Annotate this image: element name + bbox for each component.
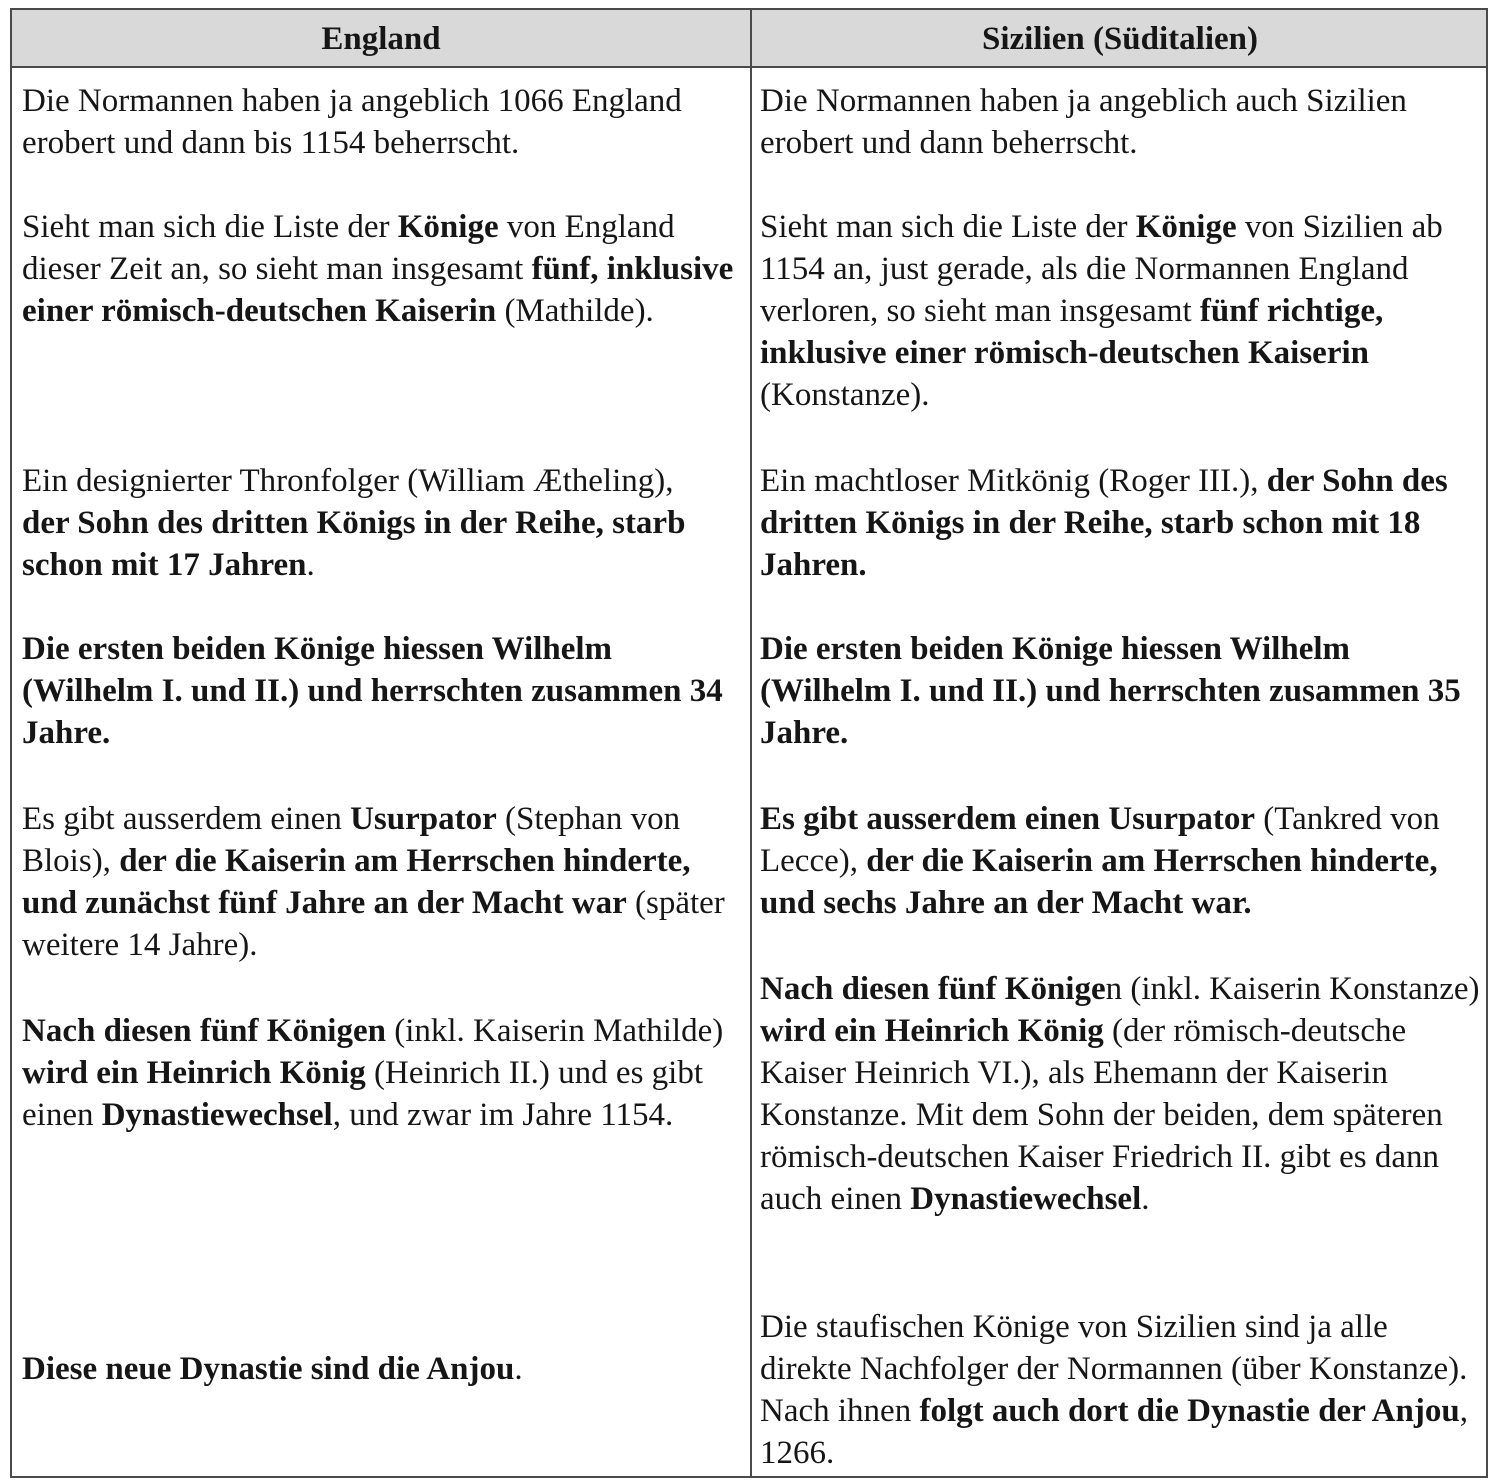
sizilien-paragraph-7 — [760, 1306, 1482, 1474]
sizilien-p6-bold-2: wird ein Heinrich König — [760, 1013, 1104, 1049]
sizilien-paragraph-2 — [760, 206, 1482, 416]
england-p6-bold-1: Nach diesen fünf Königen — [22, 1013, 386, 1049]
england-p2-text-3: (Mathilde). — [496, 293, 654, 329]
england-p6-text-2: (Heinrich II.) und es gibt einen — [22, 1055, 704, 1133]
sizilien-paragraph-3 — [760, 460, 1482, 586]
england-paragraph-7 — [22, 1348, 750, 1390]
sizilien-paragraph-5 — [760, 798, 1482, 924]
sizilien-p2-bold-2: fünf richtige, inklusive einer römisch-deutschen Kaiserin — [760, 293, 1384, 371]
england-p5-text-3: (später weitere 14 Jahre). — [22, 885, 725, 963]
sizilien-p6-bold-1: Nach diesen fünf Könige — [760, 971, 1106, 1007]
england-p2-bold-2: fünf, inklusive einer römisch-deutschen Kaiserin — [22, 251, 734, 329]
sizilien-p2-text-2: von Sizilien ab 1154 an, just gerade, als die Normannen England verloren, so sieht man insgesamt — [760, 209, 1443, 329]
sizilien-p6-text-2: (der römisch-deutsche Kaiser Heinrich VI.), als Ehemann der Kaiserin Konstanze. Mit dem Sohn der beiden, dem späteren römisch-deutschen Kaiser Friedrich II. gibt es dann auch einen — [760, 1013, 1443, 1217]
england-p6-bold-2: wird ein Heinrich König — [22, 1055, 366, 1091]
sizilien-p6-text-3: . — [1141, 1181, 1150, 1217]
england-p6-text-1: (inkl. Kaiserin Mathilde) — [385, 1013, 724, 1049]
sizilien-p4-bold-1: Die ersten beiden Könige hiessen Wilhelm (Wilhelm I. und II.) und herrschten zusammen 35 Jahre. — [760, 631, 1461, 751]
england-p5-bold-1: Usurpator — [350, 801, 497, 837]
sizilien-p6-bold-3: Dynastiewechsel — [910, 1181, 1142, 1217]
england-p6-text-3: , und zwar im Jahre 1154. — [332, 1097, 674, 1133]
sizilien-p2-bold-1: Könige — [1135, 209, 1237, 245]
sizilien-p6-text-1: n (inkl. Kaiserin Konstanze) — [1105, 971, 1480, 1007]
england-p7-bold-1: Diese neue Dynastie sind die Anjou — [22, 1351, 515, 1387]
sizilien-p5-bold-2: der die Kaiserin am Herrschen hinderte, und sechs Jahre an der Macht war. — [760, 843, 1438, 921]
england-p5-text-2: (Stephan von Blois), — [22, 801, 681, 879]
england-p3-bold-1: der Sohn des dritten Königs in der Reihe, starb schon mit 17 Jahren — [22, 505, 686, 583]
england-p5-bold-2: der die Kaiserin am Herrschen hinderte, und zunächst fünf Jahre an der Macht war — [22, 843, 691, 921]
england-p5-text-1: Es gibt ausserdem einen — [22, 801, 351, 837]
sizilien-p2-text-1: Sieht man sich die Liste der — [760, 209, 1136, 245]
england-p2-bold-1: Könige — [397, 209, 499, 245]
sizilien-p2-text-3: (Konstanze). — [760, 377, 930, 413]
england-p3-text-2: . — [306, 547, 315, 583]
column-divider — [750, 10, 752, 1476]
sizilien-p3-bold-1: der Sohn des dritten Königs in der Reihe, starb schon mit 18 Jahren. — [760, 463, 1448, 583]
header-england: England — [321, 21, 441, 57]
england-paragraph-2 — [22, 206, 750, 332]
england-p2-text-2: von England dieser Zeit an, so sieht man insgesamt — [22, 209, 675, 287]
england-paragraph-3 — [22, 460, 750, 586]
england-p7-text-1: . — [514, 1351, 523, 1387]
sizilien-paragraph-1 — [760, 80, 1482, 164]
sizilien-p5-text-1: (Tankred von Lecce), — [760, 801, 1440, 879]
england-p2-text-1: Sieht man sich die Liste der — [22, 209, 398, 245]
table-header-row — [12, 10, 1486, 68]
sizilien-p1-text: Die Normannen haben ja angeblich auch Sizilien erobert und dann beherrscht. — [760, 83, 1407, 161]
england-p4-bold-1: Die ersten beiden Könige hiessen Wilhelm (Wilhelm I. und II.) und herrschten zusammen 34 Jahre. — [22, 631, 723, 751]
sizilien-paragraph-4 — [760, 628, 1482, 754]
england-paragraph-6 — [22, 1010, 750, 1136]
sizilien-p5-bold-1: Es gibt ausserdem einen Usurpator — [760, 801, 1256, 837]
england-paragraph-4 — [22, 628, 750, 754]
header-sizilien: Sizilien (Süditalien) — [982, 21, 1258, 57]
england-paragraph-1 — [22, 80, 750, 164]
comparison-table — [10, 8, 1488, 1478]
sizilien-p7-bold-1: folgt auch dort die Dynastie der Anjou — [919, 1393, 1460, 1429]
sizilien-paragraph-6 — [760, 968, 1482, 1220]
sizilien-p7-text-1: Die staufischen Könige von Sizilien sind ja alle direkte Nachfolger der Normannen (über Konstanze). Nach ihnen — [760, 1309, 1468, 1429]
england-p1-text: Die Normannen haben ja angeblich 1066 England erobert und dann bis 1154 beherrscht. — [22, 83, 682, 161]
sizilien-p3-text-1: Ein machtloser Mitkönig (Roger III.), — [760, 463, 1267, 499]
sizilien-p7-text-2: , 1266. — [760, 1393, 1468, 1471]
england-p3-text-1: Ein designierter Thronfolger (William Ætheling), — [22, 463, 674, 499]
england-p6-bold-3: Dynastiewechsel — [101, 1097, 333, 1133]
england-paragraph-5 — [22, 798, 750, 966]
